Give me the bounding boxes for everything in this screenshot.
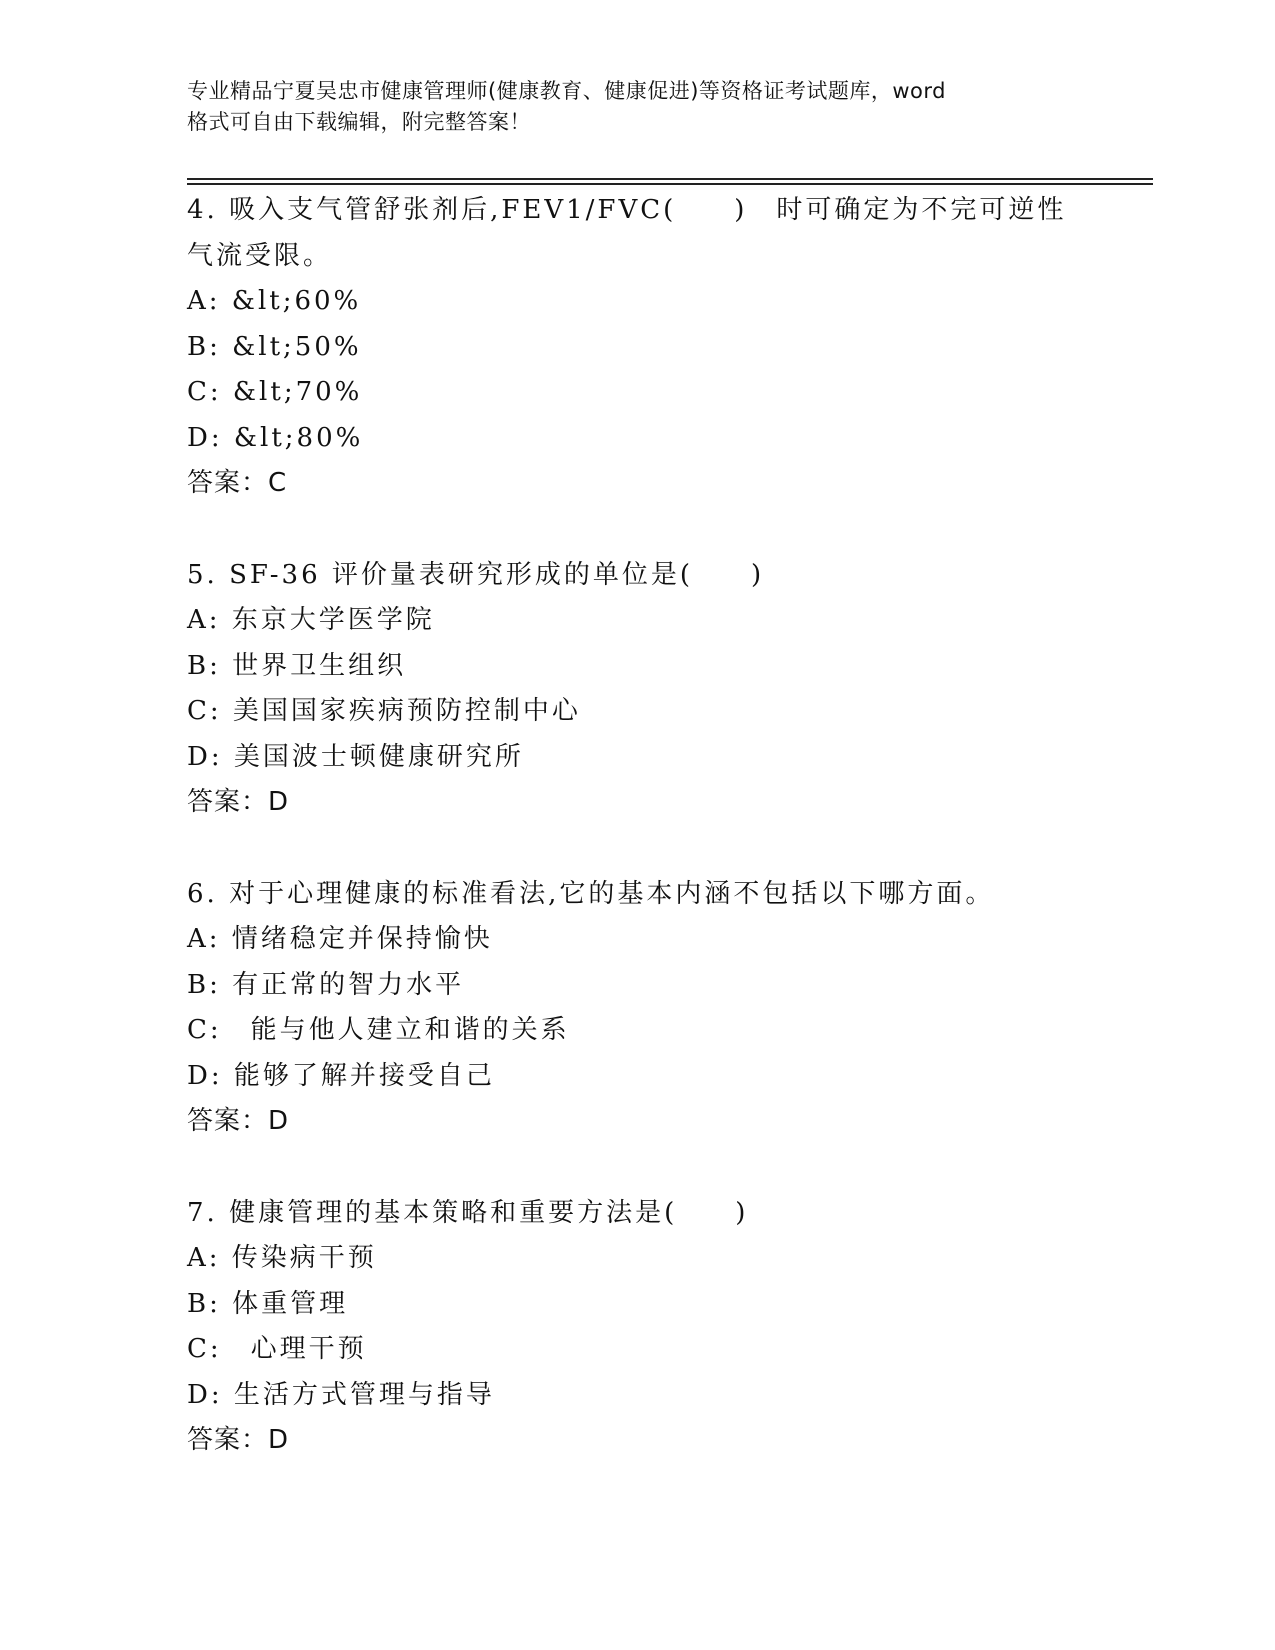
answer-line: 答案：C [187, 468, 288, 498]
question-list [187, 188, 1087, 1510]
option-d: D: &lt;80% [187, 422, 364, 453]
option-c: C: &lt;70% [187, 377, 363, 407]
option-c: C: 能与他人建立和谐的关系 [187, 1015, 570, 1045]
option-c: C: 心理干预 [187, 1334, 367, 1364]
question-block-5 [187, 553, 1087, 826]
question-stem: 6. 对于心理健康的标准看法,它的基本内涵不包括以下哪方面。 [187, 878, 995, 909]
option-c: C: 美国国家疾病预防控制中心 [187, 696, 581, 726]
question-stem: 7. 健康管理的基本策略和重要方法是( ) [187, 1197, 749, 1228]
answer-line: 答案：D [187, 1106, 290, 1136]
option-b: B: 世界卫生组织 [187, 650, 407, 681]
option-d: D: 生活方式管理与指导 [187, 1379, 495, 1410]
header-divider-bottom [187, 183, 1153, 185]
option-a: A: 东京大学医学院 [187, 605, 435, 635]
option-b: B: 体重管理 [187, 1288, 349, 1319]
option-b: B: &lt;50% [187, 331, 362, 362]
header-line-1: 专业精品宁夏吴忠市健康管理师(健康教育、健康促进)等资格证考试题库，word [187, 79, 947, 103]
option-d: D: 美国波士顿健康研究所 [187, 741, 524, 772]
answer-line: 答案：D [187, 1425, 290, 1455]
question-block-4 [187, 188, 1087, 507]
answer-line: 答案：D [187, 787, 290, 817]
question-stem: 4. 吸入支气管舒张剂后,FEV1/FVC( ) 时可确定为不完可逆性气流受限。 [187, 195, 1067, 271]
option-a: A: &lt;60% [187, 286, 362, 316]
question-block-6 [187, 872, 1087, 1145]
option-a: A: 传染病干预 [187, 1243, 377, 1273]
option-d: D: 能够了解并接受自己 [187, 1060, 495, 1091]
question-stem: 5. SF-36 评价量表研究形成的单位是( ) [187, 559, 765, 590]
header-divider-top [187, 178, 1153, 180]
option-b: B: 有正常的智力水平 [187, 969, 465, 1000]
document-header [187, 76, 1067, 138]
question-block-7 [187, 1191, 1087, 1464]
header-line-2: 格式可自由下载编辑，附完整答案！ [187, 110, 531, 134]
option-a: A: 情绪稳定并保持愉快 [187, 924, 493, 954]
